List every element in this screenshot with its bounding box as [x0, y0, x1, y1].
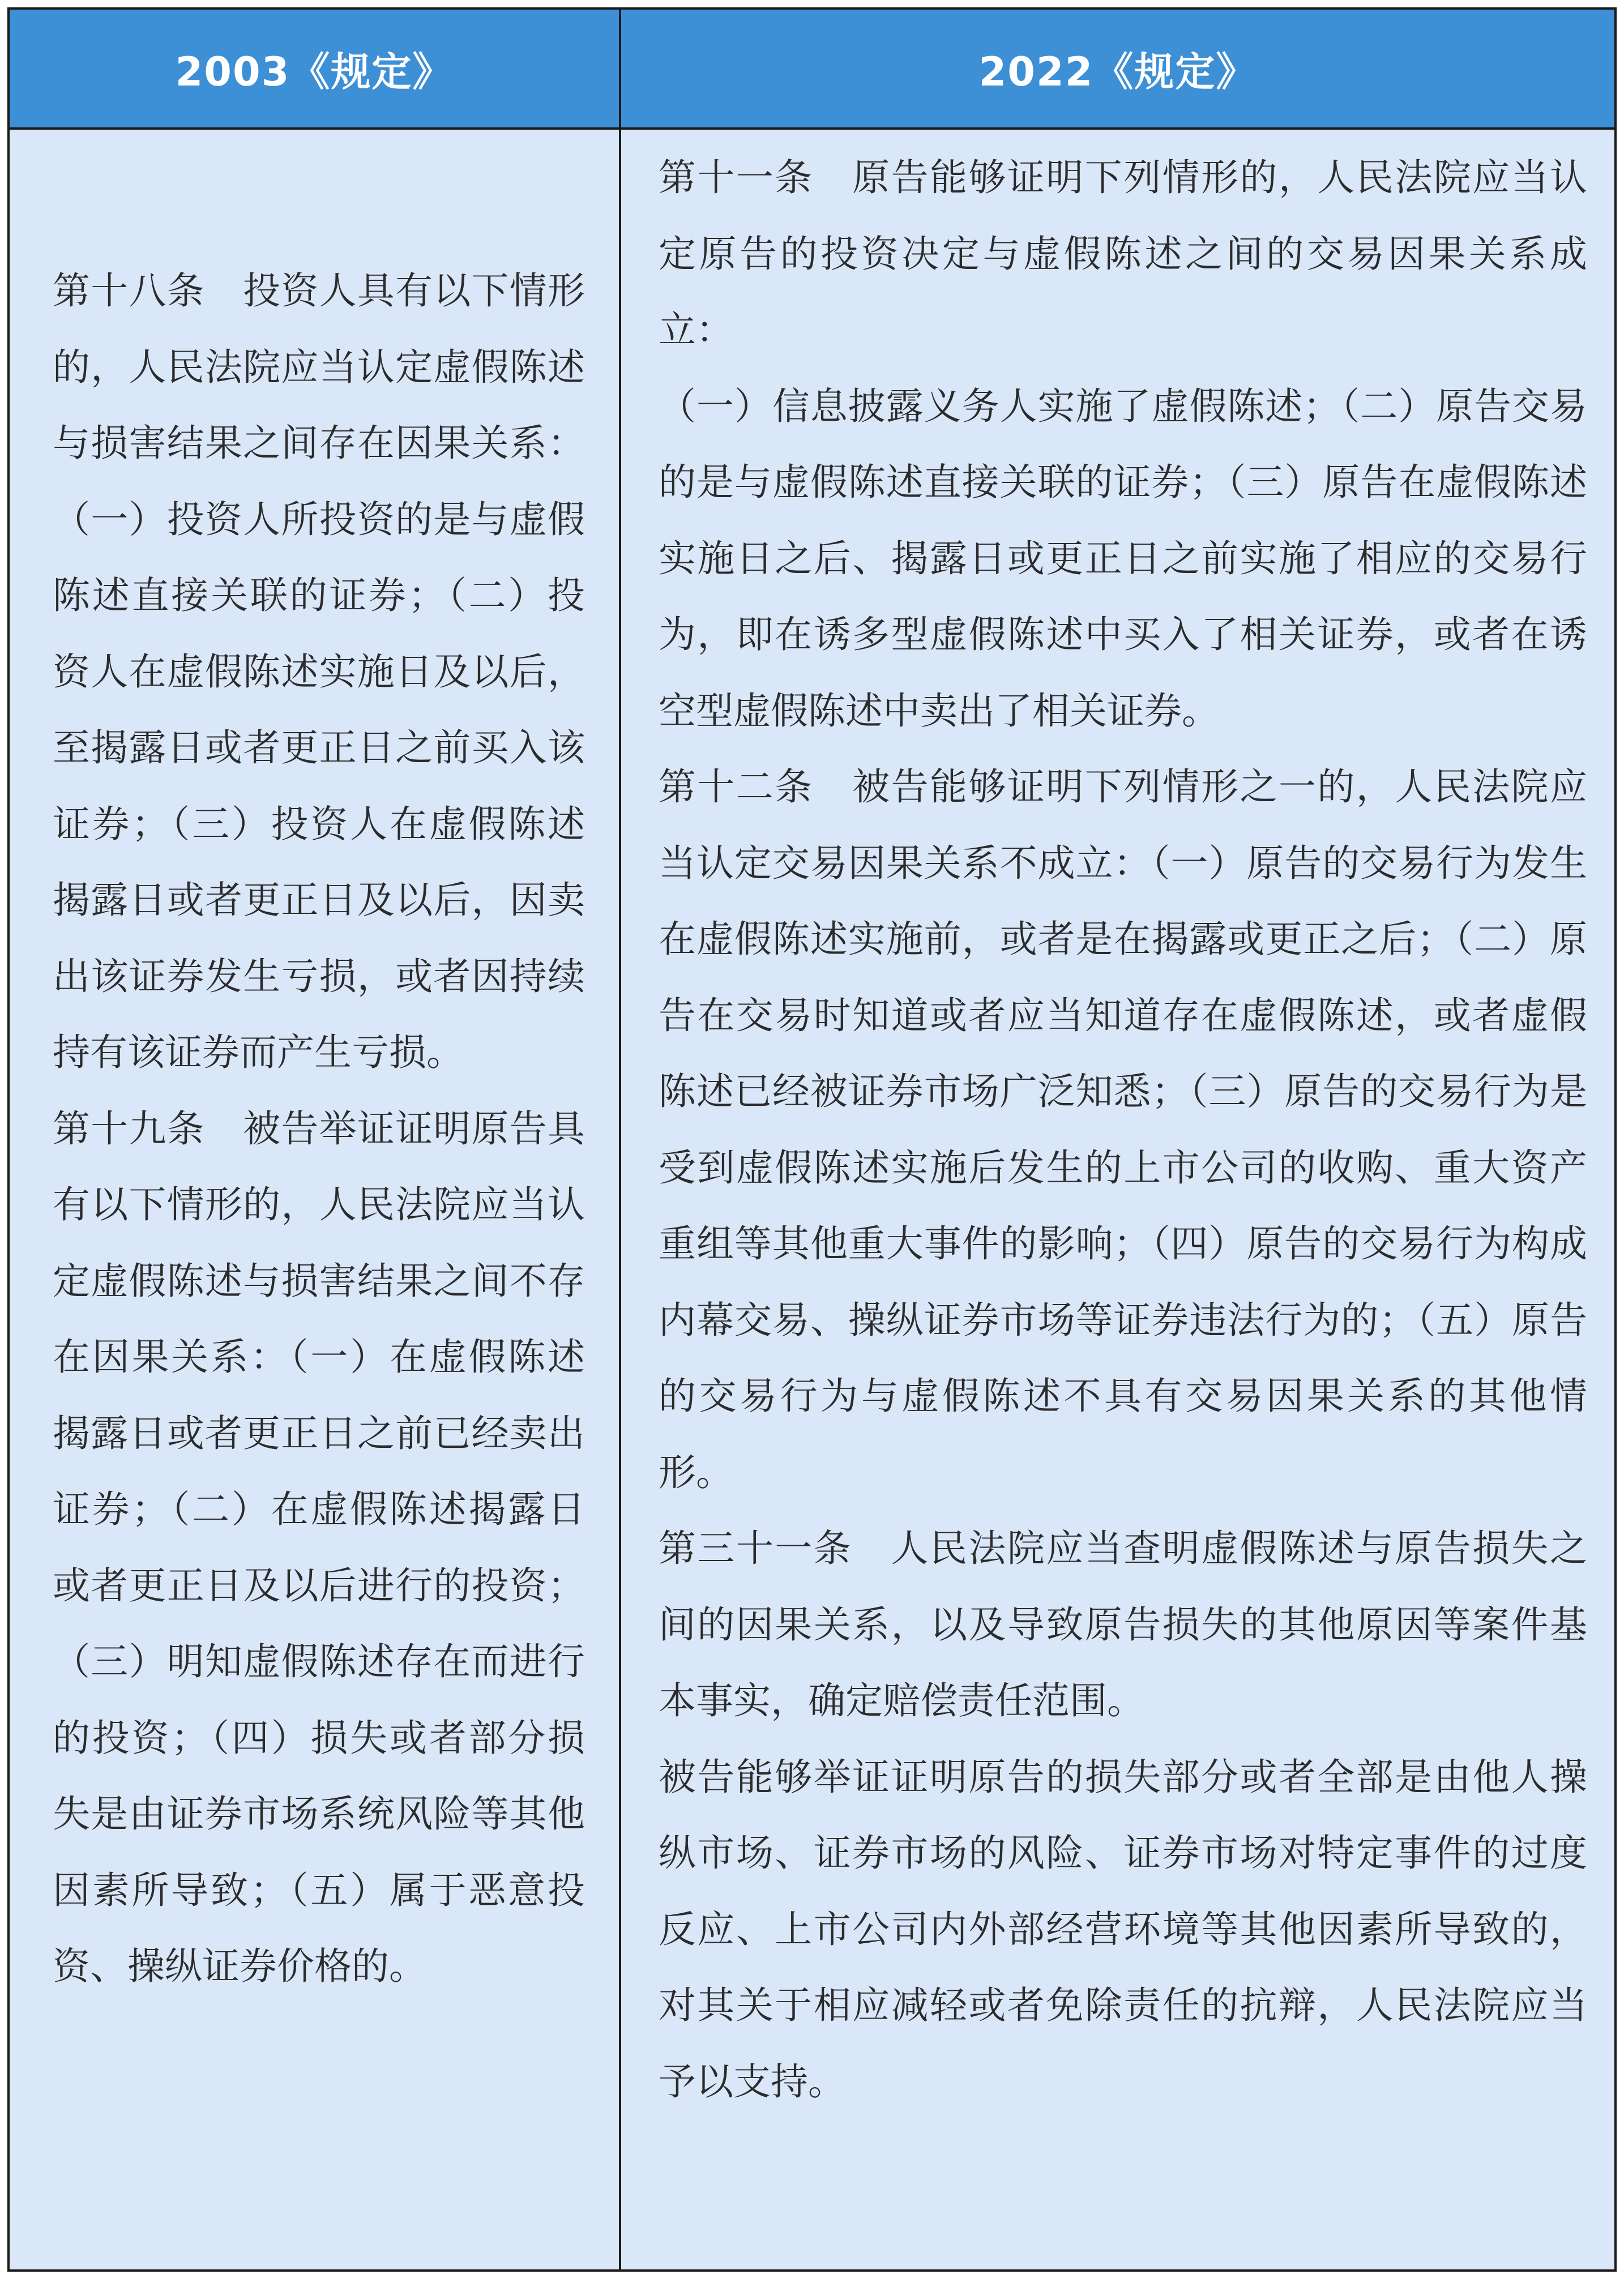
article-12-2022: 第十二条 被告能够证明下列情形之一的，人民法院应当认定交易因果关系不成立：（一）原告的交易行为发生在虚假陈述实施前，或者是在揭露或更正之后；（二）原告在交易时知道或者应当知道存在虚假陈述，或者虚假陈述已经被证券市场广泛知悉；（三）原告的交易行为是受到虚假陈述实施后发生的上市公司的收购、重大资产重组等其他重大事件的影响；（四）原告的交易行为构成内幕交易、操纵证券市场等证券违法行为的；（五）原告的交易行为与虚假陈述不具有交易因果关系的其他情形。 [659, 765, 1587, 1494]
cell-2022-rules [659, 140, 1587, 2120]
article-11-items-2022: （一）信息披露义务人实施了虚假陈述；（二）原告交易的是与虚假陈述直接关联的证券；（三）原告在虚假陈述实施日之后、揭露日或更正日之前实施了相应的交易行为，即在诱多型虚假陈述中买入了相关证券，或者在诱空型虚假陈述中卖出了相关证券。 [659, 384, 1587, 733]
header-2003-rules: 2003《规定》 [175, 48, 454, 95]
article-11-2022: 第十一条 原告能够证明下列情形的，人民法院应当认定原告的投资决定与虚假陈述之间的交易因果关系成立： [659, 156, 1587, 352]
comparison-table [7, 7, 1617, 2272]
table-header-row [10, 10, 1614, 130]
column-divider [619, 10, 621, 2269]
article-31-2022: 第三十一条 人民法院应当查明虚假陈述与原告损失之间的因果关系，以及导致原告损失的其他原因等案件基本事实，确定赔偿责任范围。 [659, 1527, 1587, 1722]
article-31-para2-2022: 被告能够举证证明原告的损失部分或者全部是由他人操纵市场、证券市场的风险、证券市场对特定事件的过度反应、上市公司内外部经营环境等其他因素所导致的，对其关于相应减轻或者免除责任的抗辩，人民法院应当予以支持。 [659, 1755, 1587, 2104]
article-18-2003: 第十八条 投资人具有以下情形的，人民法院应当认定虚假陈述与损害结果之间存在因果关系：（一）投资人所投资的是与虚假陈述直接关联的证券；（二）投资人在虚假陈述实施日及以后，至揭露日或者更正日之前买入该证券；（三）投资人在虚假陈述揭露日或者更正日及以后，因卖出该证券发生亏损，或者因持续持有该证券而产生亏损。 [53, 269, 585, 1074]
article-19-2003: 第十九条 被告举证证明原告具有以下情形的，人民法院应当认定虚假陈述与损害结果之间不存在因果关系：（一）在虚假陈述揭露日或者更正日之前已经卖出证券；（二）在虚假陈述揭露日或者更正日及以后进行的投资；（三）明知虚假陈述存在而进行的投资；（四）损失或者部分损失是由证券市场系统风险等其他因素所导致；（五）属于恶意投资、操纵证券价格的。 [53, 1106, 585, 1988]
header-2022-rules: 2022《规定》 [978, 48, 1257, 95]
cell-2003-rules [53, 253, 585, 2005]
